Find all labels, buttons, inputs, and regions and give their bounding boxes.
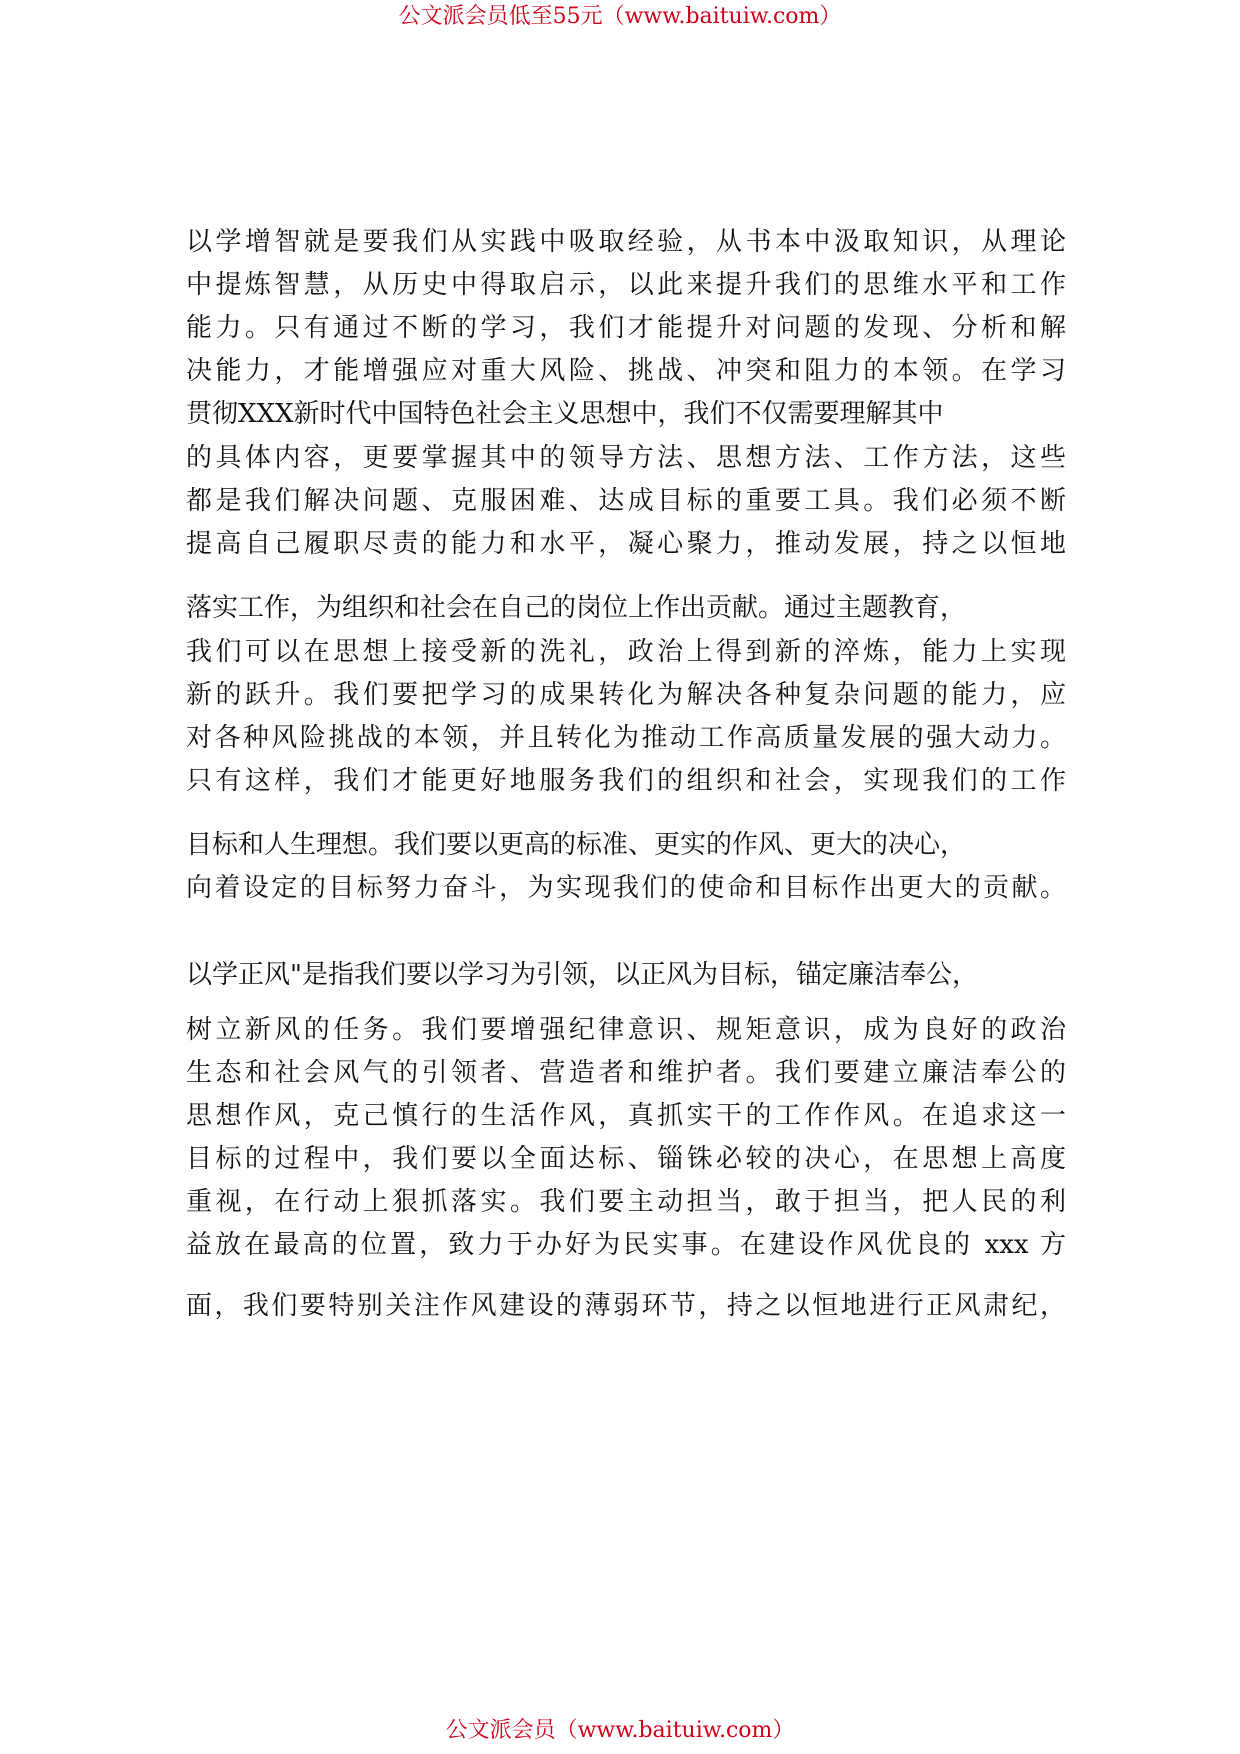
header-promo-banner[interactable]: 公文派会员低至55元（www.baituiw.com） [398, 4, 842, 29]
paragraph1-line-4: 决能力，才能增强应对重大风险、挑战、冲突和阻力的本领。在学习 [186, 356, 1066, 386]
paragraph2-line-5: 目标的过程中，我们要以全面达标、锱铢必较的决心，在思想上高度 [186, 1144, 1066, 1174]
paragraph2-line-1: 以学正风"是指我们要以学习为引领，以正风为目标，锚定廉洁奉公， [186, 960, 978, 990]
paragraph1-line-14: 目标和人生理想。我们要以更高的标准、更实的作风、更大的决心， [186, 830, 967, 860]
paragraph1-line-9: 落实工作，为组织和社会在自己的岗位上作出贡献。通过主题教育， [186, 593, 967, 623]
paragraph1-line-3: 能力。只有通过不断的学习，我们才能提升对问题的发现、分析和解 [186, 313, 1066, 343]
paragraph1-line-15: 向着设定的目标努力奋斗，为实现我们的使命和目标作出更大的贡献。 [186, 873, 1066, 903]
footer-promo-banner[interactable]: 公文派会员（www.baituiw.com） [445, 1718, 795, 1743]
paragraph1-line-13: 只有这样，我们才能更好地服务我们的组织和社会，实现我们的工作 [186, 766, 1066, 796]
paragraph1-line-8: 提高自己履职尽责的能力和水平，凝心聚力，推动发展，持之以恒地 [186, 529, 1066, 559]
paragraph1-line-11: 新的跃升。我们要把学习的成果转化为解决各种复杂问题的能力，应 [186, 680, 1066, 710]
paragraph1-line-7: 都是我们解决问题、克服困难、达成目标的重要工具。我们必须不断 [186, 486, 1066, 516]
paragraph1-line-12: 对各种风险挑战的本领，并且转化为推动工作高质量发展的强大动力。 [186, 723, 1066, 753]
paragraph1-line-2: 中提炼智慧，从历史中得取启示，以此来提升我们的思维水平和工作 [186, 270, 1066, 300]
paragraph2-line-4: 思想作风，克己慎行的生活作风，真抓实干的工作作风。在追求这一 [186, 1101, 1066, 1131]
paragraph2-line-7: 益放在最高的位置，致力于办好为民实事。在建设作风优良的 xxx 方 [186, 1230, 1066, 1260]
paragraph2-line-3: 生态和社会风气的引领者、营造者和维护者。我们要建立廉洁奉公的 [186, 1058, 1066, 1088]
paragraph2-line-6: 重视，在行动上狠抓落实。我们要主动担当，敢于担当，把人民的利 [186, 1187, 1066, 1217]
paragraph1-line-10: 我们可以在思想上接受新的洗礼，政治上得到新的淬炼，能力上实现 [186, 637, 1066, 667]
paragraph1-line-1: 以学增智就是要我们从实践中吸取经验，从书本中汲取知识，从理论 [186, 227, 1066, 257]
paragraph1-line-6: 的具体内容，更要掌握其中的领导方法、思想方法、工作方法，这些 [186, 443, 1066, 473]
paragraph2-line-2: 树立新风的任务。我们要增强纪律意识、规矩意识，成为良好的政治 [186, 1015, 1066, 1045]
paragraph2-line-8: 面，我们要特别关注作风建设的薄弱环节，持之以恒地进行正风肃纪， [186, 1291, 1066, 1321]
paragraph1-line-5: 贯彻XXX新时代中国特色社会主义思想中，我们不仅需要理解其中 [186, 399, 944, 429]
